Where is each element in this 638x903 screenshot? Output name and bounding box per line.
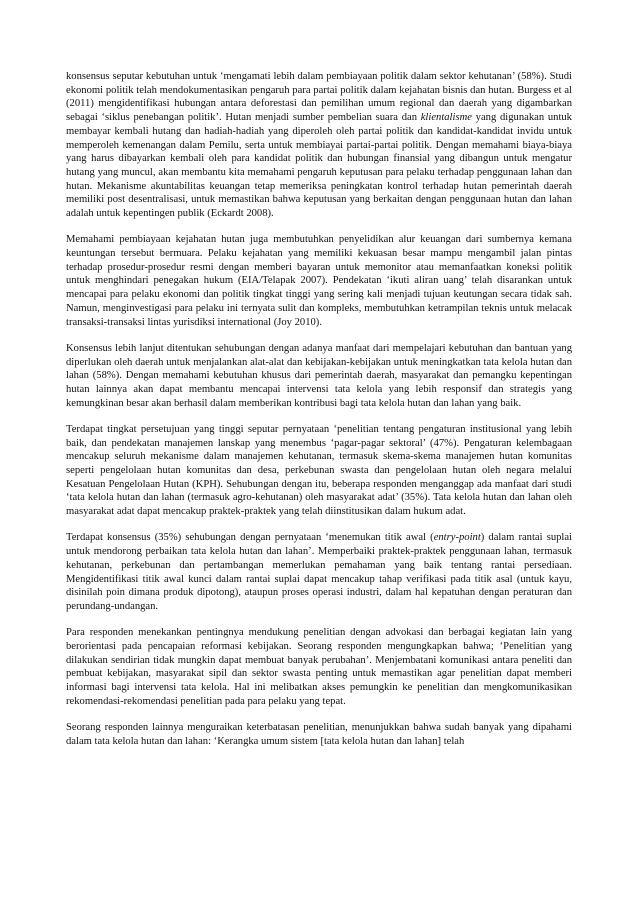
italic-term-klientalisme: klientalisme — [420, 112, 472, 124]
text-segment: Memahami pembiayaan kejahatan hutan juga membutuhkan penyelidikan alur keuangan dari sumbernya kemana keuntungan tersebut bermuara. Pelaku kejahatan yang memiliki kekuasan besar mampu mengambil jalan pintas terhadap prosedur-prosedur resmi dengan memberi bayaran untuk memonitor atau memanfaatkan koneksi politik untuk menghindari penegakan hukum (EIA/Telapak 2007). Pendekatan ‘ikuti aliran uang’ telah disarankan untuk mencapai para pelaku ekonomi dan politik tingkat tinggi yang sering kali menjadi tujuan keutungan secara tidak sah. Namun, menginvestigasi para pelaku ini ternyata sulit dan kompleks, membutuhkan ketrampilan teknis untuk melacak transaksi-transaksi lintas yurisdiksi international (Joy 2010). — [66, 234, 572, 328]
italic-term-entry-point: entry-point — [433, 532, 481, 544]
paragraph-regional-needs — [66, 342, 572, 411]
paragraph-research-limitations — [66, 721, 572, 748]
text-segment: Terdapat tingkat persetujuan yang tinggi seputar pernyataan ‘penelitian tentang pengaturan institusional yang lebih baik, dan pendekatan manajemen lanskap yang menembus ‘pagar-pagar sektoral’ (47%). Pengaturan kelembagaan mencakup seluruh mekanisme dalam manajemen kehutanan, termasuk skema-skema manajemen hutan komunitas seperti pengelolaan hutan komunitas dan desa, perkebunan swasta dan pengelolaan hutan oleh negara melalui Kesatuan Pengelolaan Hutan (KPH). Sehubungan dengan itu, beberapa responden menganggap ada manfaat dari studi ‘tata kelola hutan dan lahan (termasuk agro-kehutanan) oleh masyarakat adat’ (35%). Tata kelola hutan dan lahan oleh masyarakat adat dapat mencakup praktek-praktek yang telah diinstitusikan dalam hukum adat. — [66, 423, 572, 518]
text-segment: Konsensus lebih lanjut ditentukan sehubungan dengan adanya manfaat dari mempelajari kebutuhan dan bantuan yang diperlukan oleh daerah untuk menjalankan alat-alat dan kebijakan-kebijakan untuk meningkatkan tata kelola hutan dan lahan (58%). Dengan memahami kebutuhan khusus dari pemerintah daerah, masyarakat dan pemangku kepentingan hutan lainnya akan dapat membantu mencapai intervensi tata kelola yang lebih responsif dan strategis yang kemungkinan besar akan berhasil dalam memberikan kontribusi bagi tata kelola hutan dan lahan yang baik. — [66, 342, 572, 409]
paragraph-institutional-arrangements — [66, 423, 572, 519]
paragraph-supply-chain — [66, 531, 572, 613]
paragraph-campaign-finance — [66, 70, 572, 221]
text-segment: konsensus seputar kebutuhan untuk ‘mengamati lebih dalam pembiayaan politik dalam sektor kehutanan’ (58%). Studi ekonomi politik telah mendokumentasikan pengaruh para partai politik dalam kejahatan bisnis dan hutan. Burgess et al (2011) mengidentifikasi hubungan antara deforestasi dan pemilihan umum regional dan daerah yang digambarkan sebagai ‘siklus penebangan politik’. Hutan menjadi sumber pembelian suara dan — [66, 71, 572, 124]
text-segment: Para responden menekankan pentingnya mendukung penelitian dengan advokasi dan berbagai kegiatan lain yang berorientasi pada pencapaian reformasi kebijakan. Seorang responden mengungkapkan bahwa; ‘Penelitian yang dilakukan sendirian tidak mungkin dapat membuat banyak perubahan’. Menjembatani komunikasi antara peneliti dan pembuat kebijakan, masyarakat sipil dan sektor swasta penting untuk memastikan agar penelitian dapat memberi informasi bagi intervensi tata kelola. Hal ini melibatkan akses pemungkin ke penelitian dan mengkomunikasikan rekomendasi-rekomendasi penelitian pada para pelaku yang tepat. — [66, 627, 572, 707]
text-segment: Seorang responden lainnya menguraikan keterbatasan penelitian, menunjukkan bahwa sudah banyak yang dipahami dalam tata kelola hutan dan lahan: ‘Kerangka umum sistem [tata kelola hutan dan lahan] telah — [66, 722, 572, 747]
paragraph-follow-the-money — [66, 233, 572, 329]
text-segment: ) dalam rantai suplai untuk mendorong perbaikan tata kelola hutan dan lahan’. Memperbaiki praktek-praktek penggunaan lahan, termasuk kehutanan, perkebunan dan pertambangan memerlukan pemahaman yang baik tentang rantai persediaan. Mengidentifikasi titik awal kunci dalam rantai suplai dapat mencakup tahap verifikasi pada titik asal (untuk kayu, disinilah poin dimana produk dipotong), ataupun proses operasi industri, dalam hal kepatuhan dengan peraturan dan perundang-undangan. — [66, 532, 572, 612]
text-segment: Terdapat konsensus (35%) sehubungan dengan pernyataan ‘menemukan titik awal ( — [66, 532, 434, 544]
text-segment: yang digunakan untuk membayar kembali hutang dan hadiah-hadiah yang diperoleh oleh partai politik dan kandidat-kandidat invidu untuk memperoleh kemenangan dalam Pemilu, serta untuk membiayai partai-partai politik. Dengan memahami biaya-biaya yang harus dibayarkan kembali oleh para kandidat politik dan hubungan finansial yang dibangun untuk mengatur hutang yang muncul, akan membantu kita memahami pengaruh keputusan para pelaku terhadap penggunaan lahan dan hutan. Mekanisme akuntabilitas keuangan tetap memeriksa peningkatan kontrol terhadap hutan pemerintah daerah memiliki post desentralisasi, untuk memastikan bahwa keputusan yang berkaitan dengan penggunaan hutan dan lahan adalah untuk kepentingen publik (Eckardt 2008). — [66, 112, 572, 220]
document-page — [66, 70, 572, 761]
paragraph-advocacy — [66, 626, 572, 708]
